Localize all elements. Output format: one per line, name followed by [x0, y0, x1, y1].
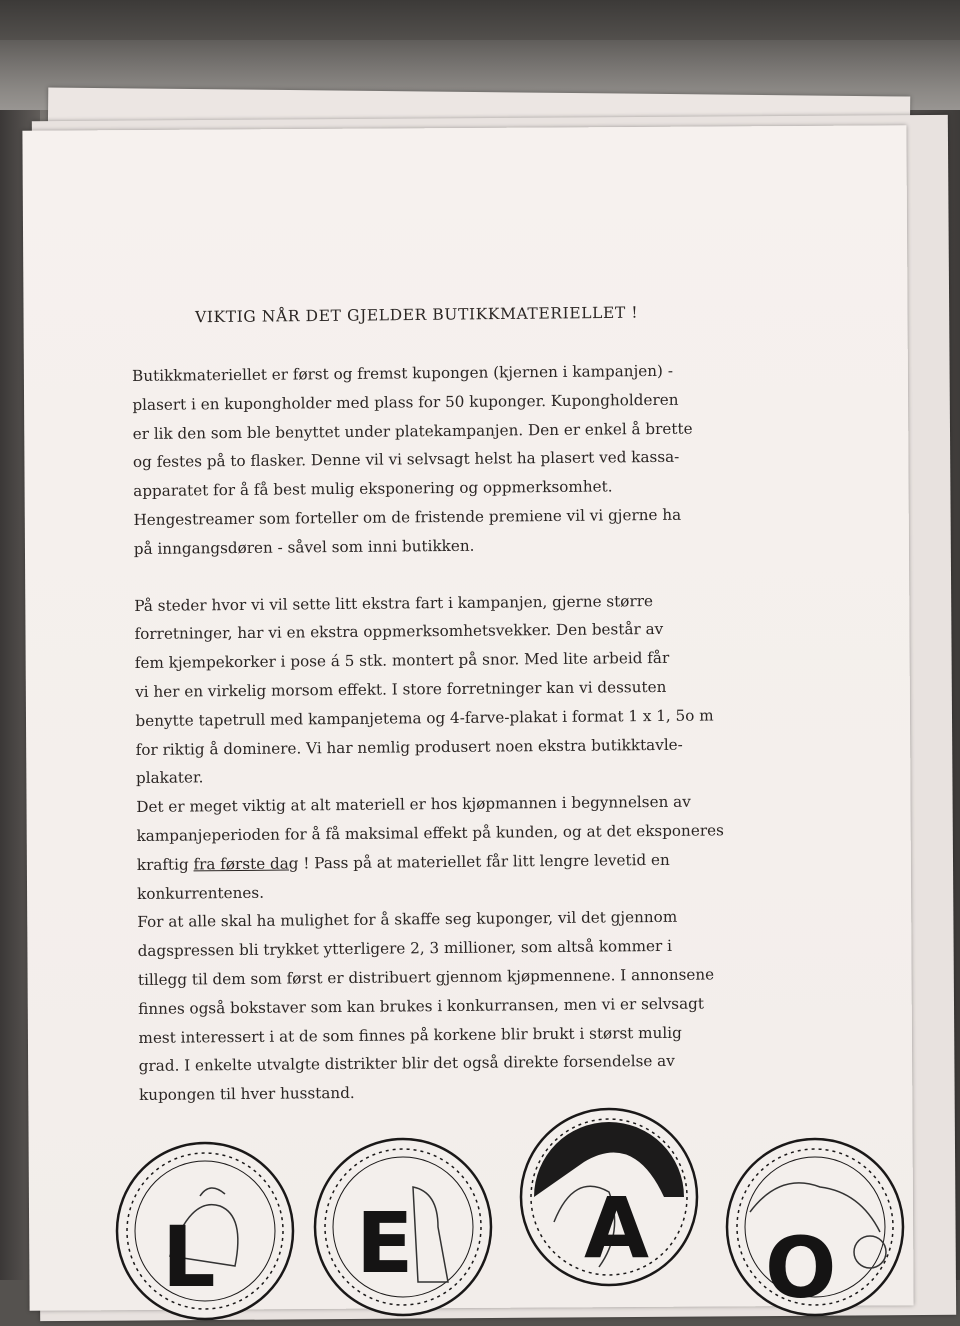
- text-line: kampanjeperioden for å få maksimal effekt på kunden, og at det eksponeres: [136, 821, 724, 845]
- text-segment: kraftig: [136, 855, 194, 874]
- text-line: på inngangsdøren - såvel som inni butikken.: [133, 536, 475, 558]
- text-line: Hengestreamer som forteller om de fristende premiene vil vi gjerne ha: [133, 505, 682, 529]
- coin-letter-l: L: [162, 1208, 216, 1306]
- text-line: tillegg til dem som først er distribuert gjennom kjøpmennene. I annonsene: [137, 965, 715, 989]
- paragraph-2: [134, 585, 826, 793]
- document-body: [132, 355, 829, 1110]
- text-line: vi her en virkelig morsom effekt. I store forretninger kan vi dessuten: [135, 677, 667, 701]
- text-line: mest interessert i at de som finnes på korkene blir brukt i størst mulig: [138, 1023, 682, 1047]
- bottle-cap-row: [100, 1096, 920, 1317]
- text-line: Det er meget viktig at alt materiell er hos kjøpmannen i begynnelsen av: [136, 792, 691, 817]
- bottle-cap-illustration-icon: [308, 1132, 498, 1322]
- text-line: plakater.: [135, 768, 204, 788]
- text-line: kupongen til hver husstand.: [138, 1084, 355, 1105]
- text-line: Butikkmateriellet er først og fremst kupongen (kjernen i kampanjen) -: [132, 361, 673, 385]
- text-line: apparatet for å få best mulig eksponering og oppmerksomhet.: [133, 477, 613, 501]
- text-line: benytte tapetrull med kampanjetema og 4-farve-plakat i format 1 x 1, 5o m: [135, 706, 714, 730]
- coin-letter-e: E: [356, 1194, 414, 1292]
- paragraph-1: [132, 355, 824, 563]
- text-line: og festes på to flasker. Denne vil vi selvsagt helst ha plasert ved kassa-: [132, 448, 680, 472]
- text-line: er lik den som ble benyttet under platekampanjen. Den er enkel å brette: [132, 419, 693, 443]
- paragraph-4: [137, 902, 829, 1110]
- paragraph-3: [136, 787, 827, 909]
- underlined-emphasis: fra første dag: [193, 854, 299, 874]
- document-title: VIKTIG NÅR DET GJELDER BUTIKKMATERIELLET !: [194, 303, 639, 327]
- text-line: konkurrentenes.: [137, 883, 265, 903]
- bottle-cap-illustration-icon: [110, 1136, 300, 1326]
- text-segment: ! Pass på at materiellet får litt lengre levetid en: [298, 850, 670, 873]
- text-line: forretninger, har vi en ekstra oppmerksomhetsvekker. Den består av: [134, 620, 664, 644]
- text-line: fem kjempekorker i pose á 5 stk. montert på snor. Med lite arbeid får: [134, 649, 670, 673]
- text-line: for riktig å dominere. Vi har nemlig produsert noen ekstra butikktavle-: [135, 735, 683, 759]
- text-line: grad. I enkelte utvalgte distrikter blir det også direkte forsendelse av: [138, 1052, 675, 1076]
- text-line: plasert i en kupongholder med plass for 50 kuponger. Kupongholderen: [132, 390, 679, 414]
- text-line: For at alle skal ha mulighet for å skaffe seg kuponger, vil det gjennom: [137, 908, 678, 932]
- text-line: dagspressen bli trykket ytterligere 2, 3 millioner, som altså kommer i: [137, 936, 672, 961]
- coin-letter-o: O: [765, 1219, 837, 1317]
- bottle-cap-illustration-icon: [514, 1102, 704, 1292]
- text-line: På steder hvor vi vil sette litt ekstra fart i kampanjen, gjerne større: [134, 591, 653, 615]
- coin-letter-a: A: [584, 1179, 650, 1277]
- text-line: finnes også bokstaver som kan brukes i konkurransen, men vi er selvsagt: [138, 994, 705, 1018]
- bottle-cap-illustration-icon: [720, 1132, 910, 1322]
